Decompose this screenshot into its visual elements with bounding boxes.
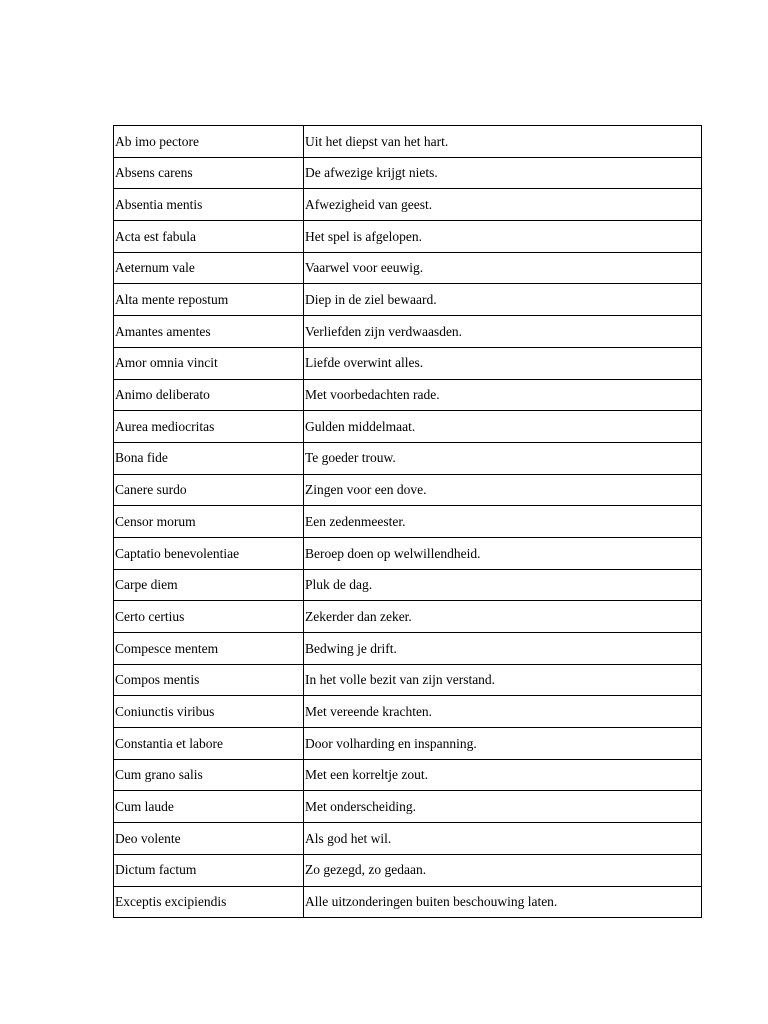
dutch-translation: Alle uitzonderingen buiten beschouwing laten. [304, 886, 702, 918]
table-row [114, 474, 702, 506]
latin-phrase: Coniunctis viribus [114, 696, 304, 728]
dutch-translation: Diep in de ziel bewaard. [304, 284, 702, 316]
table-row [114, 759, 702, 791]
latin-phrase: Constantia et labore [114, 728, 304, 760]
latin-phrase: Exceptis excipiendis [114, 886, 304, 918]
latin-phrase: Amantes amentes [114, 316, 304, 348]
dutch-translation: Vaarwel voor eeuwig. [304, 252, 702, 284]
table-row [114, 316, 702, 348]
latin-phrase: Cum grano salis [114, 759, 304, 791]
dutch-translation: Met vereende krachten. [304, 696, 702, 728]
dutch-translation: Zingen voor een dove. [304, 474, 702, 506]
dutch-translation: Zo gezegd, zo gedaan. [304, 854, 702, 886]
latin-phrase: Absens carens [114, 157, 304, 189]
latin-phrase: Deo volente [114, 823, 304, 855]
latin-phrase: Ab imo pectore [114, 126, 304, 158]
dutch-translation: Met een korreltje zout. [304, 759, 702, 791]
table-row [114, 728, 702, 760]
latin-phrase: Canere surdo [114, 474, 304, 506]
table-row [114, 791, 702, 823]
dutch-translation: Pluk de dag. [304, 569, 702, 601]
latin-phrase: Captatio benevolentiae [114, 537, 304, 569]
table-row [114, 506, 702, 538]
table-row [114, 696, 702, 728]
table-row [114, 157, 702, 189]
table-row [114, 411, 702, 443]
dutch-translation: Het spel is afgelopen. [304, 221, 702, 253]
table-row [114, 284, 702, 316]
dutch-translation: Zekerder dan zeker. [304, 601, 702, 633]
dutch-translation: Bedwing je drift. [304, 633, 702, 665]
table-row [114, 823, 702, 855]
dutch-translation: Afwezigheid van geest. [304, 189, 702, 221]
dutch-translation: Verliefden zijn verdwaasden. [304, 316, 702, 348]
table-row [114, 886, 702, 918]
dutch-translation: Gulden middelmaat. [304, 411, 702, 443]
latin-phrase: Acta est fabula [114, 221, 304, 253]
dutch-translation: Een zedenmeester. [304, 506, 702, 538]
table-row [114, 347, 702, 379]
latin-phrase: Aeternum vale [114, 252, 304, 284]
dutch-translation: Te goeder trouw. [304, 442, 702, 474]
latin-phrase: Compesce mentem [114, 633, 304, 665]
table-row [114, 221, 702, 253]
dutch-translation: Liefde overwint alles. [304, 347, 702, 379]
latin-phrase: Dictum factum [114, 854, 304, 886]
latin-phrase: Cum laude [114, 791, 304, 823]
latin-phrase: Bona fide [114, 442, 304, 474]
dutch-translation: Als god het wil. [304, 823, 702, 855]
table-row [114, 633, 702, 665]
table-row [114, 537, 702, 569]
table-row [114, 189, 702, 221]
dutch-translation: Met onderscheiding. [304, 791, 702, 823]
dutch-translation: In het volle bezit van zijn verstand. [304, 664, 702, 696]
latin-phrase: Amor omnia vincit [114, 347, 304, 379]
dutch-translation: Uit het diepst van het hart. [304, 126, 702, 158]
table-row [114, 126, 702, 158]
table-row [114, 442, 702, 474]
dutch-translation: Met voorbedachten rade. [304, 379, 702, 411]
dutch-translation: Beroep doen op welwillendheid. [304, 537, 702, 569]
latin-phrase: Censor morum [114, 506, 304, 538]
table-row [114, 252, 702, 284]
latin-phrase: Compos mentis [114, 664, 304, 696]
table-row [114, 664, 702, 696]
latin-phrase: Carpe diem [114, 569, 304, 601]
latin-phrase: Absentia mentis [114, 189, 304, 221]
dutch-translation: De afwezige krijgt niets. [304, 157, 702, 189]
latin-phrase: Certo certius [114, 601, 304, 633]
table-row [114, 854, 702, 886]
latin-phrase: Animo deliberato [114, 379, 304, 411]
table-row [114, 379, 702, 411]
latin-phrase: Alta mente repostum [114, 284, 304, 316]
latin-dutch-table [113, 125, 702, 918]
table-row [114, 569, 702, 601]
table-row [114, 601, 702, 633]
table-body [114, 126, 702, 918]
latin-phrase: Aurea mediocritas [114, 411, 304, 443]
dutch-translation: Door volharding en inspanning. [304, 728, 702, 760]
